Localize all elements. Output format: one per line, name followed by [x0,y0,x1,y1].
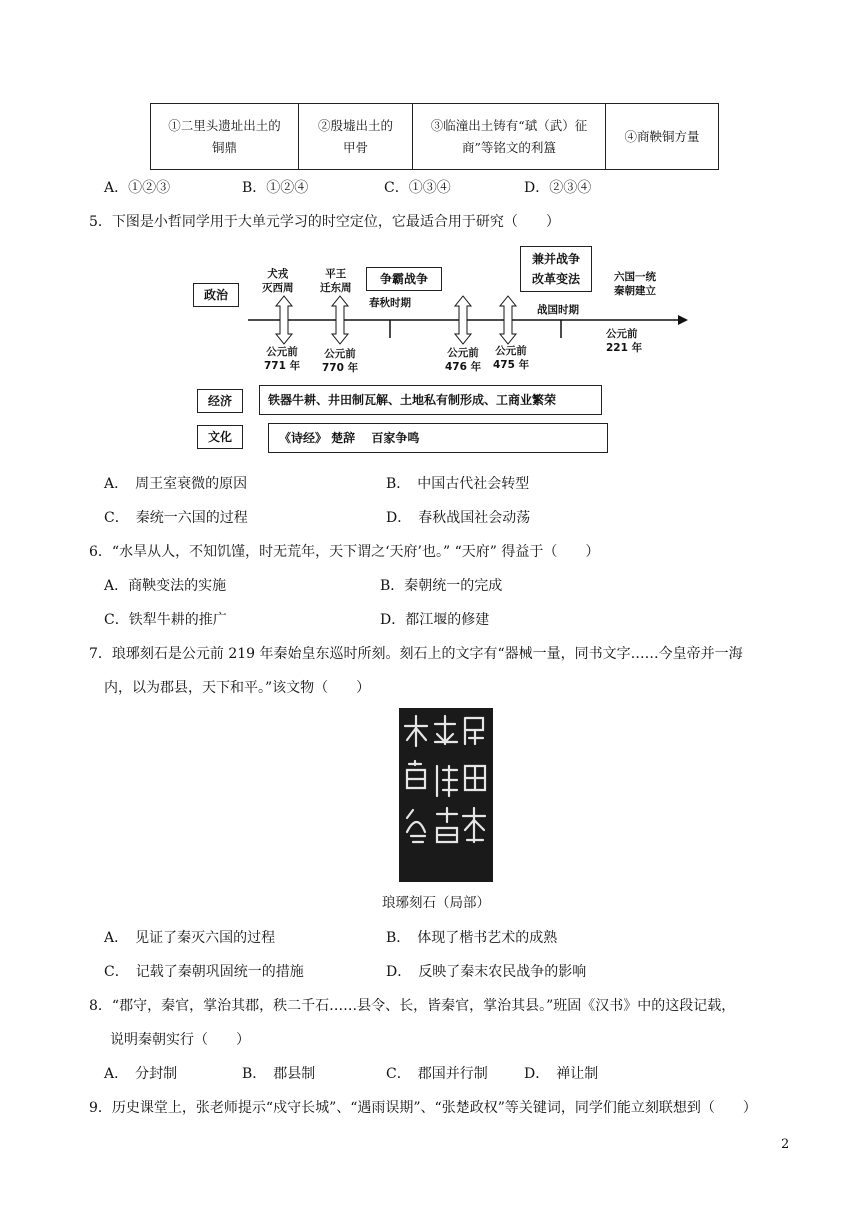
date-line: 公元前 [495,345,527,357]
unify-label [614,270,656,298]
q7-option-d: D． 反映了秦末农民战争的影响 [386,964,587,980]
q4-option-b: B．①②④ [242,180,309,196]
table-cell [151,104,299,170]
q5-option-d: D． 春秋战国社会动荡 [386,510,531,526]
unify-line: 六国一统 [614,271,656,283]
q5-option-a: A． 周王室衰微的原因 [104,476,248,492]
date-line: 公元前 [266,346,298,358]
date-label [493,344,529,372]
cell-line: 甲骨 [342,139,368,155]
q4-option-c: C．①③④ [384,180,451,196]
cell-line: ④商鞅铜方量 [624,128,700,144]
q6-option-a: A．商鞅变法的实施 [104,578,227,594]
event-line: 灭西周 [262,282,294,294]
box-line: 兼并战争 [531,252,580,266]
q6-option-c: C．铁犁牛耕的推广 [104,612,227,628]
cell-line: 商”等铭文的利簋 [462,139,556,155]
q5-option-c: C． 秦统一六国的过程 [104,510,248,526]
date-line: 221 年 [606,342,643,354]
page-number: 2 [781,1137,790,1152]
q5-stem: 5．下图是小哲同学用于大单元学习的时空定位，它最适合用于研究（ ） [89,214,560,230]
q6-option-b: B．秦朝统一的完成 [380,578,503,594]
date-line: 771 年 [264,360,301,372]
period-chunqiu: 春秋时期 [369,297,411,309]
row-label-politics: 政治 [193,283,239,307]
event-label [320,267,352,295]
culture-box: 《诗经》 楚辞 百家争鸣 [268,423,608,453]
date-label [445,346,481,374]
date-label [322,347,358,375]
date-line: 770 年 [322,362,359,374]
table-cell [413,104,606,170]
q8-option-d: D． 禅让制 [524,1066,599,1082]
q7-option-a: A． 见证了秦灭六国的过程 [104,930,276,946]
row-label-economy: 经济 [197,389,243,413]
date-label [264,345,300,373]
event-label [262,267,294,295]
q7-option-c: C． 记载了秦朝巩固统一的措施 [104,964,304,980]
q8-stem-line1: 8．“郡守，秦官，掌治其郡，秩二千石……县令、长，皆秦官，掌治其县。”班固《汉书》中的这段记载， [89,998,736,1014]
q9-stem: 9．历史课堂上，张老师提示“戍守长城”、“遇雨误期”、“张楚政权”等关键词，同学们能立刻联想到（ ） [89,1100,757,1116]
q8-option-b: B． 郡县制 [242,1066,316,1082]
q8-option-c: C． 郡国并行制 [386,1066,488,1082]
q5-option-b: B． 中国古代社会转型 [386,476,530,492]
cell-line: ③临潼出土铸有“珷（武）征 [430,117,588,133]
date-line: 公元前 [606,328,638,340]
box-annexation-war [520,246,592,292]
date-line: 475 年 [493,359,530,371]
q4-option-a: A．①②③ [104,180,171,196]
q6-stem: 6．“水旱从人，不知饥馑，时无荒年，天下谓之‘天府’也。” “天府” 得益于（ ） [89,544,600,560]
cell-line: 铜鼎 [211,139,237,155]
cell-line: ②殷墟出土的 [317,117,393,133]
economy-box: 铁器牛耕、井田制瓦解、土地私有制形成、工商业繁荣 [259,385,602,415]
box-hegemony-war: 争霸战争 [366,267,442,291]
box-line: 改革变法 [531,272,580,286]
stele-seal-script-icon [399,708,493,882]
cell-line: ①二里头遗址出土的 [168,117,281,133]
q4-option-d: D．②③④ [524,180,592,196]
q6-option-d: D．都江堰的修建 [380,612,490,628]
date-line: 公元前 [324,348,356,360]
event-line: 平王 [325,268,347,280]
q8-stem-line2: 说明秦朝实行（ ） [110,1032,250,1048]
artifact-table [150,103,719,170]
date-line: 476 年 [445,361,482,373]
unify-line: 秦朝建立 [614,285,656,297]
event-line: 迁东周 [320,282,352,294]
langya-stele-image [399,708,493,882]
event-line: 犬戎 [267,268,289,280]
period-zhanguo: 战国时期 [537,304,579,316]
q7-stem-line2: 内，以为郡县，天下和平。”该文物（ ） [104,680,371,696]
row-label-culture: 文化 [197,425,243,449]
table-cell [299,104,413,170]
q7-stem-line1: 7．琅琊刻石是公元前 219 年秦始皇东巡时所刻。刻石上的文字有“器械一量，同书文字……今皇帝并一海 [89,646,743,662]
q7-option-b: B． 体现了楷书艺术的成熟 [386,930,558,946]
q8-option-a: A． 分封制 [104,1066,178,1082]
date-line: 公元前 [447,347,479,359]
table-cell [606,104,719,170]
date-label [606,327,642,355]
stele-caption: 琅琊刻石（局部） [382,895,490,911]
